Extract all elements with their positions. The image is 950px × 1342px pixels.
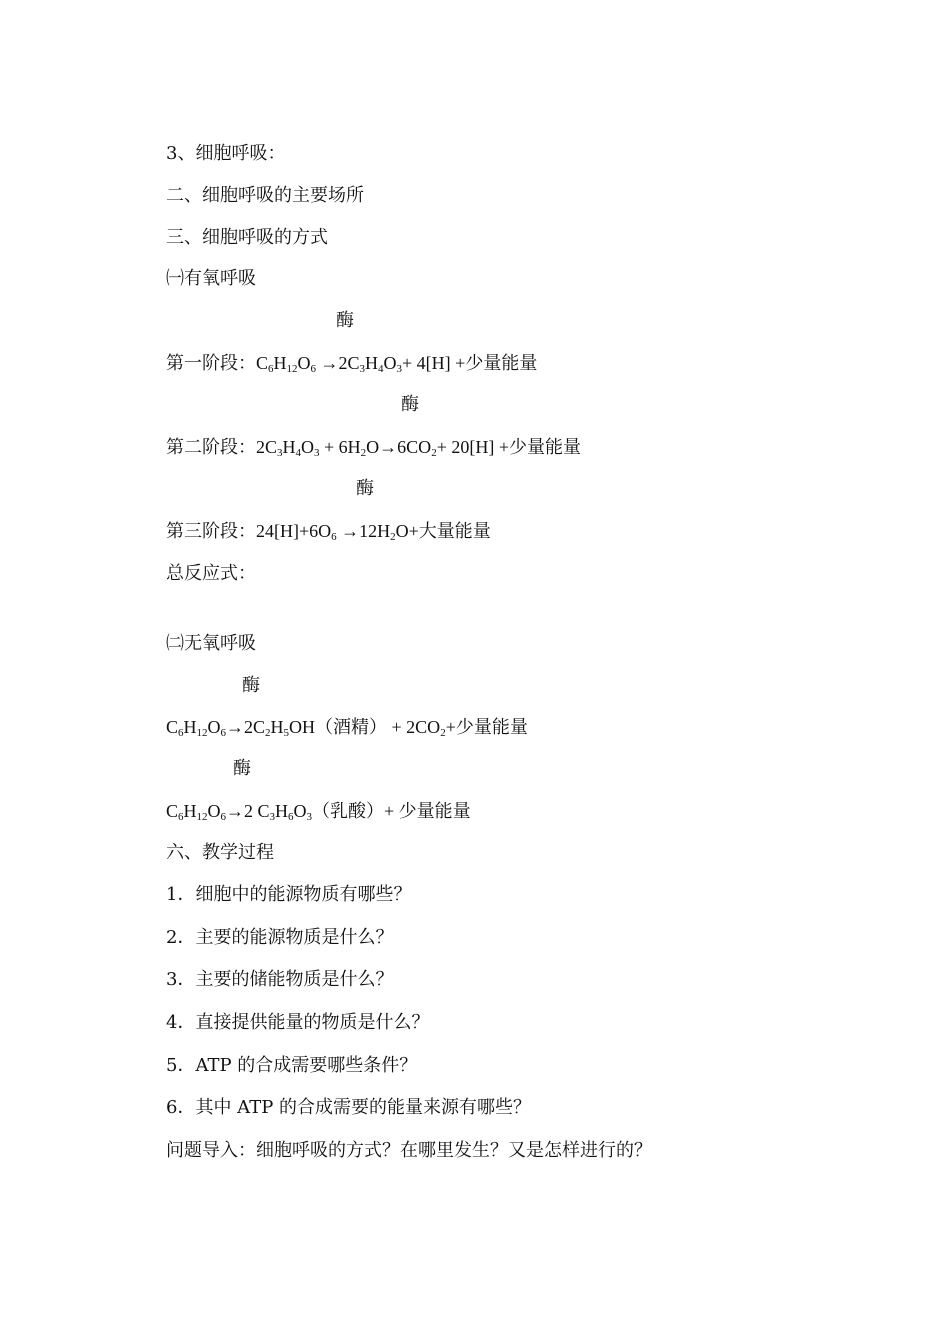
- question-3: 3．主要的储能物质是什么？: [166, 969, 394, 990]
- question-5: 5．ATP 的合成需要哪些条件？: [166, 1055, 418, 1076]
- heading-modes: 三、细胞呼吸的方式: [166, 227, 328, 248]
- teaching-heading: 六、教学过程: [166, 842, 274, 863]
- stage3-equation: 第三阶段：$24[H]+6O_6 \to 12H_2O+$大量能量: [166, 521, 491, 543]
- section-cell-respiration: 3、细胞呼吸：: [166, 143, 286, 164]
- heading-main-site: 二、细胞呼吸的主要场所: [166, 185, 364, 206]
- stage2-equation: 第二阶段：$2C_3H_4O_3 + 6H_2O\to 6CO_2+ 20[H]$ +少量能量: [166, 437, 581, 459]
- total-reaction-label: 总反应式：: [166, 563, 256, 584]
- stage3-label: 第三阶段：: [166, 521, 256, 541]
- lactic-fermentation-equation: $C_6H_{12}O_6\to 2$ $C_3H_6O_3$（乳酸）+ 少量能量: [166, 801, 471, 823]
- aerobic-title: ㈠有氧呼吸: [166, 268, 256, 289]
- enzyme-label-stage3: 酶: [356, 478, 374, 499]
- enzyme-label-stage2: 酶: [401, 394, 419, 415]
- enzyme-label-alcohol: 酶: [242, 675, 260, 696]
- stage1-equation: 第一阶段：$C_6H_{12}O_6 \to 2C_3H_4O_3+ 4[H]$ +少量能量: [166, 353, 538, 375]
- stage2-label: 第二阶段：: [166, 437, 256, 457]
- stage1-label: 第一阶段：: [166, 353, 256, 373]
- enzyme-label-stage1: 酶: [336, 310, 354, 331]
- question-4: 4．直接提供能量的物质是什么？: [166, 1012, 430, 1033]
- alcohol-fermentation-equation: $C_6H_{12}O_6\to 2C_2H_5OH$（酒精） + $2CO_2+$少量能量: [166, 717, 528, 739]
- question-6: 6．其中 ATP 的合成需要的能量来源有哪些？: [166, 1097, 532, 1118]
- question-2: 2．主要的能源物质是什么？: [166, 927, 394, 948]
- problem-introduction: 问题导入：细胞呼吸的方式？在哪里发生？又是怎样进行的？: [166, 1140, 652, 1161]
- anaerobic-title: ㈡无氧呼吸: [166, 633, 256, 654]
- enzyme-label-lactic: 酶: [233, 758, 251, 779]
- question-1: 1．细胞中的能源物质有哪些？: [166, 884, 412, 905]
